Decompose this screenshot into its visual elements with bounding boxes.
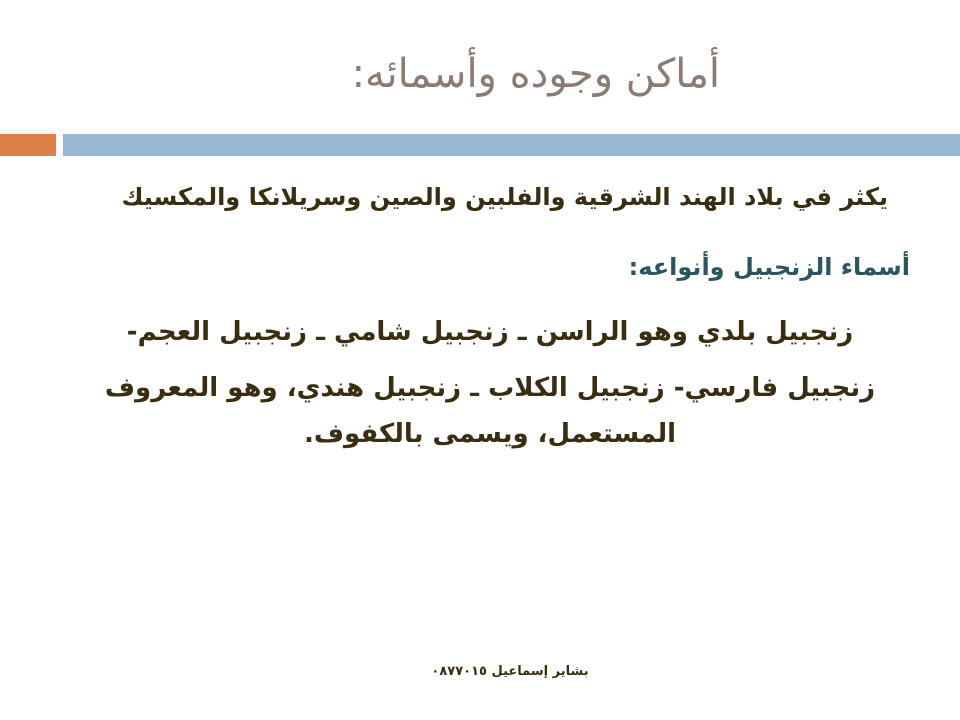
title-divider-bar bbox=[63, 134, 960, 156]
body-line-names-2: زنجبيل فارسي- زنجبيل الكلاب ـ زنجبيل هندي، وهو المعروف bbox=[104, 373, 876, 403]
title-accent-bar bbox=[0, 134, 56, 156]
body-line-names-heading: أسماء الزنجبيل وأنواعه: bbox=[628, 253, 910, 281]
slide-footer: بشاير إسماعيل ٠٨٧٧٠١٥ bbox=[431, 664, 589, 679]
body-line-names-1: زنجبيل بلدي وهو الراسن ـ زنجبيل شامي ـ زنجبيل العجم- bbox=[126, 317, 854, 347]
body-line-locations: يكثر في بلاد الهند الشرقية والفلبين والصين وسريلانكا والمكسيك bbox=[121, 183, 888, 211]
body-line-names-3: المستعمل، ويسمى بالكفوف. bbox=[303, 419, 677, 449]
slide-title: أماكن وجوده وأسمائه: bbox=[351, 51, 720, 97]
